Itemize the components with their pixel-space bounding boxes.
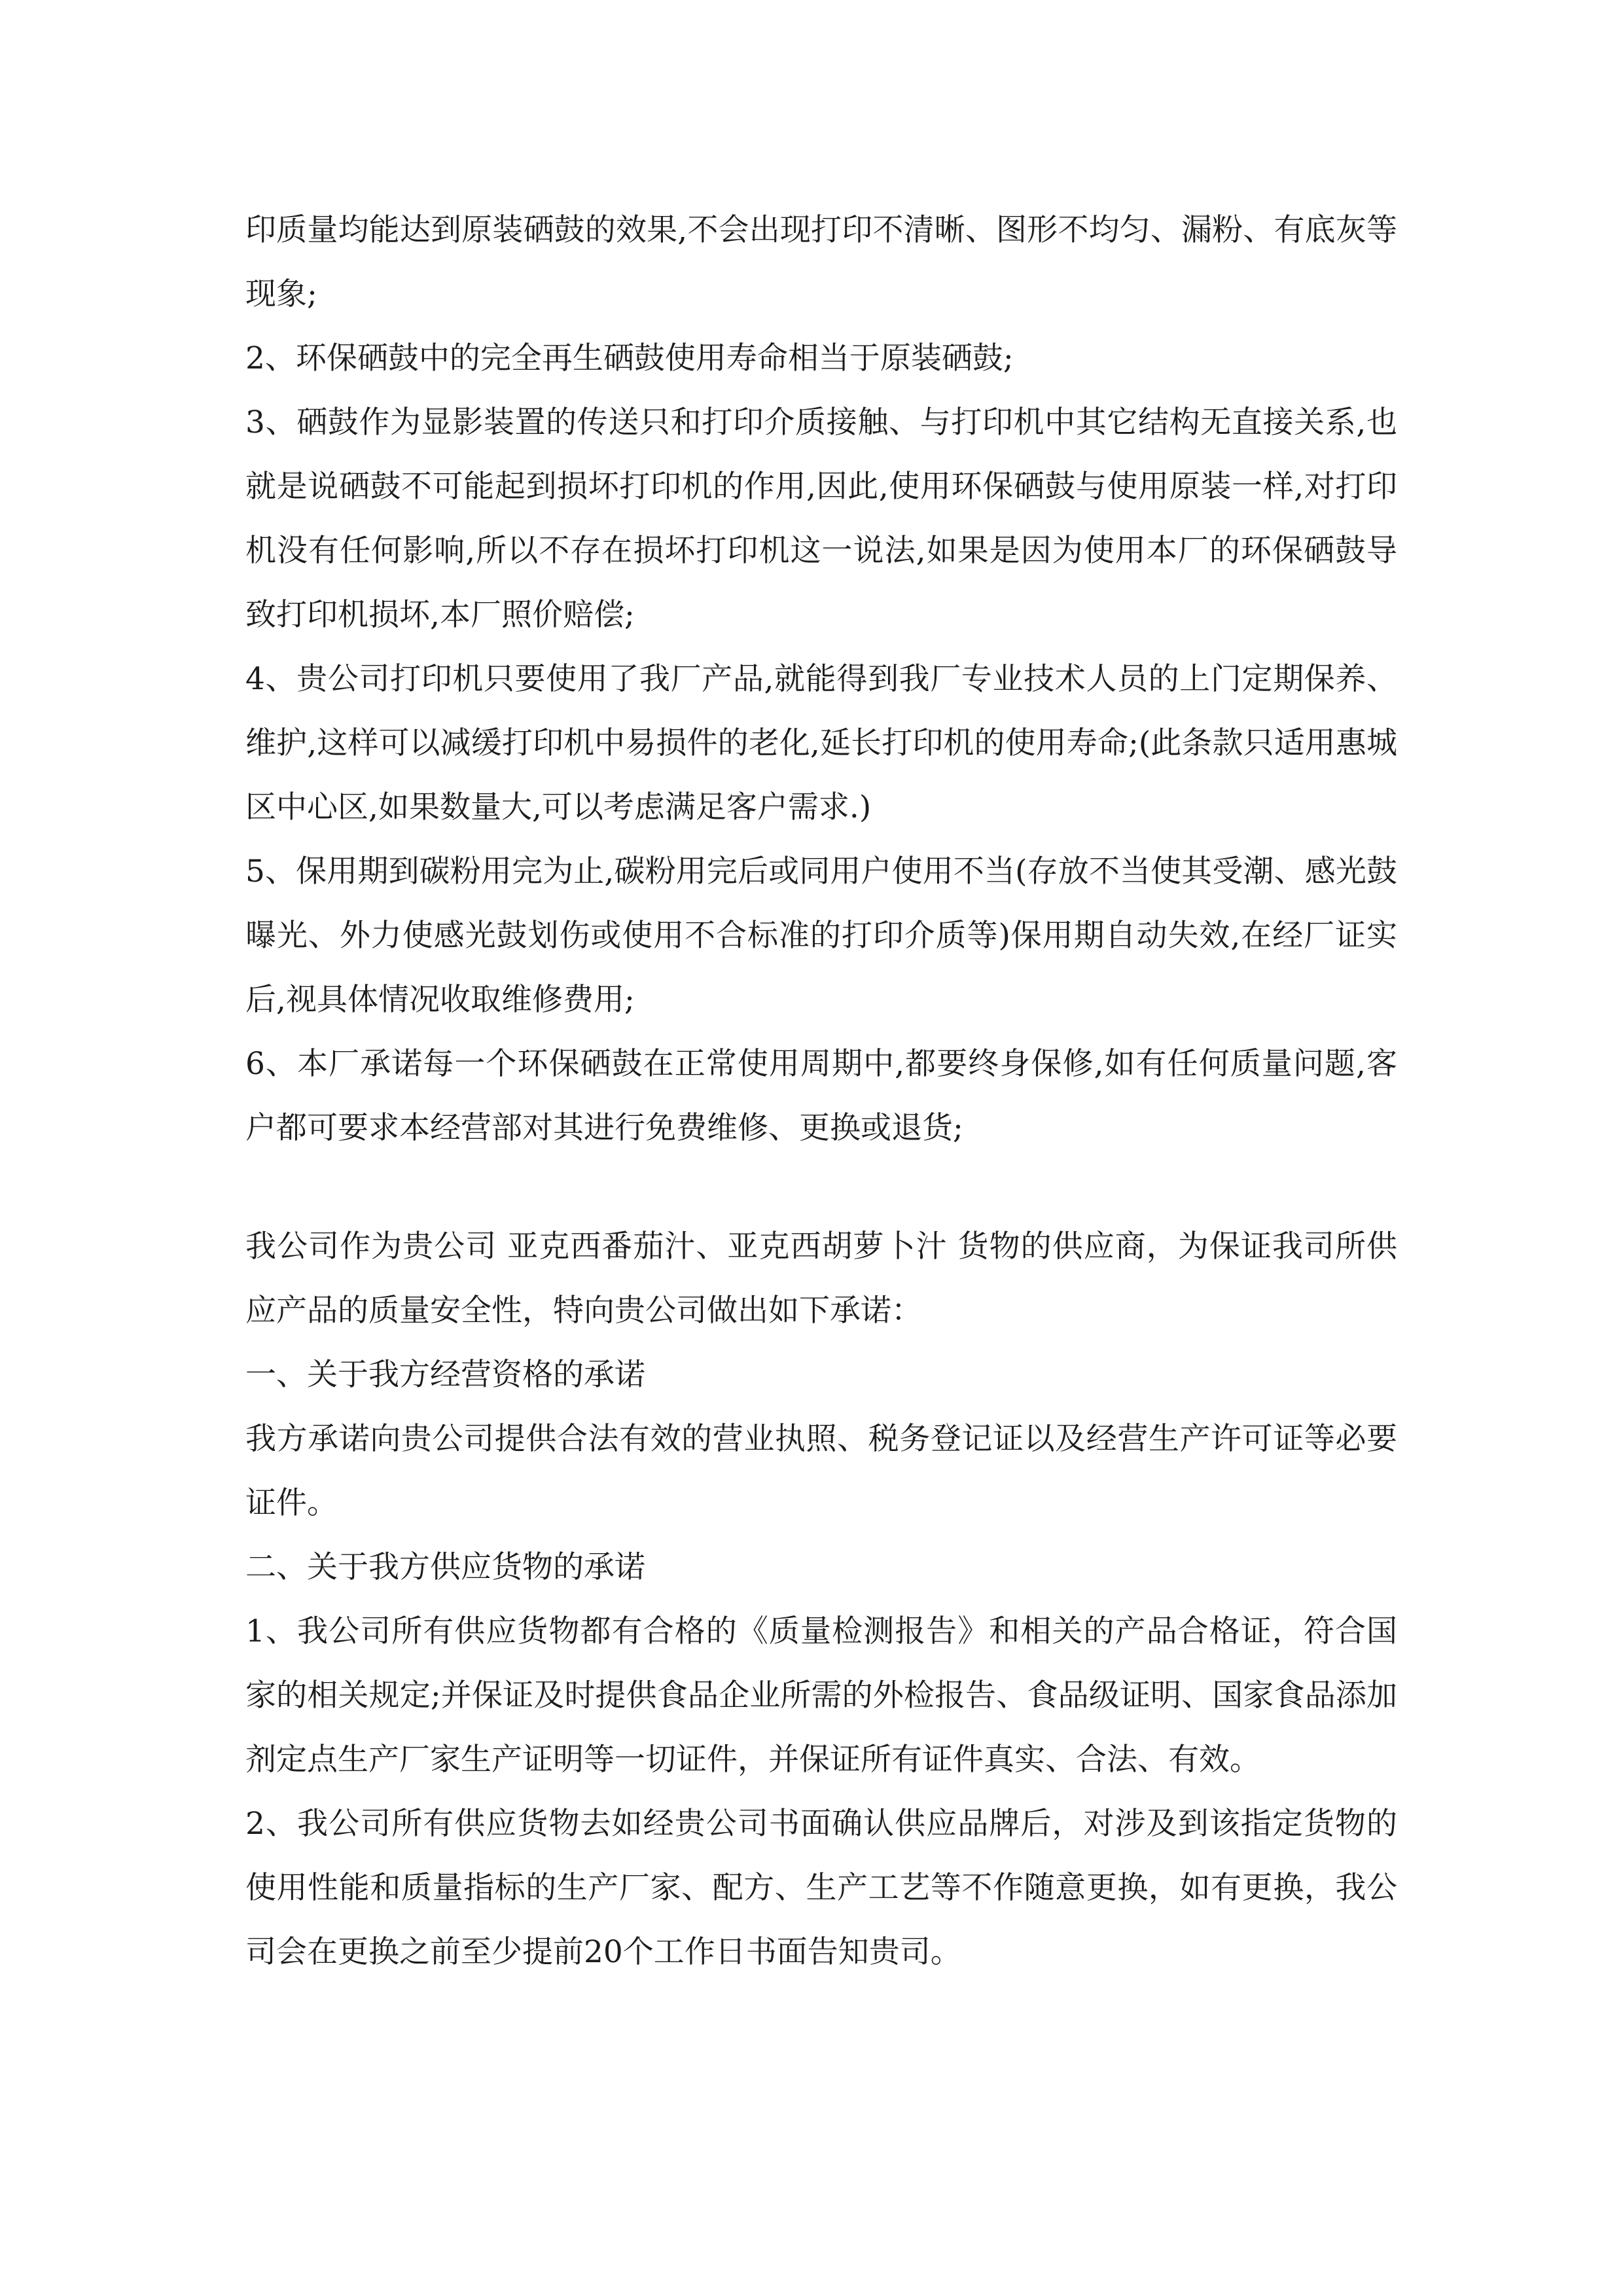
heading-qualification: 一、关于我方经营资格的承诺 xyxy=(245,1357,645,1393)
paragraph-print-quality: 印质量均能达到原装硒鼓的效果,不会出现打印不清晰、图形不均匀、漏粉、有底灰等现象; xyxy=(245,212,1397,312)
paragraph-intro: 我公司作为贵公司 亚克西番茄汁、亚克西胡萝卜汁 货物的供应商，为保证我司所供应产品的质量安全性，特向贵公司做出如下承诺： xyxy=(245,1229,1397,1329)
paragraph-item-4: 4、贵公司打印机只要使用了我厂产品,就能得到我厂专业技术人员的上门定期保养、维护,这样可以减缓打印机中易损件的老化,延长打印机的使用寿命;(此条款只适用惠城区中心区,如果数量大,可以考虑满足客户需求.) xyxy=(245,661,1397,825)
paragraph-item-5: 5、保用期到碳粉用完为止,碳粉用完后或同用户使用不当(存放不当使其受潮、感光鼓曝光、外力使感光鼓划伤或使用不合标准的打印介质等)保用期自动失效,在经厂证实后,视具体情况收取维修费用; xyxy=(245,853,1397,1018)
supplier-commitment-section xyxy=(245,1215,1397,1984)
paragraph-goods-1: 1、我公司所有供应货物都有合格的《质量检测报告》和相关的产品合格证，符合国家的相关规定;并保证及时提供食品企业所需的外检报告、食品级证明、国家食品添加剂定点生产厂家生产证明等一切证件，并保证所有证件真实、合法、有效。 xyxy=(245,1613,1397,1778)
paragraph-item-6: 6、本厂承诺每一个环保硒鼓在正常使用周期中,都要终身保修,如有任何质量问题,客户都可要求本经营部对其进行免费维修、更换或退货; xyxy=(245,1046,1397,1146)
paragraph-item-2: 2、环保硒鼓中的完全再生硒鼓使用寿命相当于原装硒鼓; xyxy=(245,340,1014,376)
heading-goods: 二、关于我方供应货物的承诺 xyxy=(245,1549,645,1585)
paragraph-item-3: 3、硒鼓作为显影装置的传送只和打印介质接触、与打印机中其它结构无直接关系,也就是说硒鼓不可能起到损坏打印机的作用,因此,使用环保硒鼓与使用原装一样,对打印机没有任何影响,所以不存在损坏打印机这一说法,如果是因为使用本厂的环保硒鼓导致打印机损坏,本厂照价赔偿; xyxy=(245,404,1397,633)
paragraph-qualification: 我方承诺向贵公司提供合法有效的营业执照、税务登记证以及经营生产许可证等必要证件。 xyxy=(245,1421,1397,1521)
warranty-terms-section xyxy=(245,198,1397,1160)
paragraph-goods-2: 2、我公司所有供应货物去如经贵公司书面确认供应品牌后，对涉及到该指定货物的使用性能和质量指标的生产厂家、配方、生产工艺等不作随意更换，如有更换，我公司会在更换之前至少提前20个工作日书面告知贵司。 xyxy=(245,1806,1397,1970)
